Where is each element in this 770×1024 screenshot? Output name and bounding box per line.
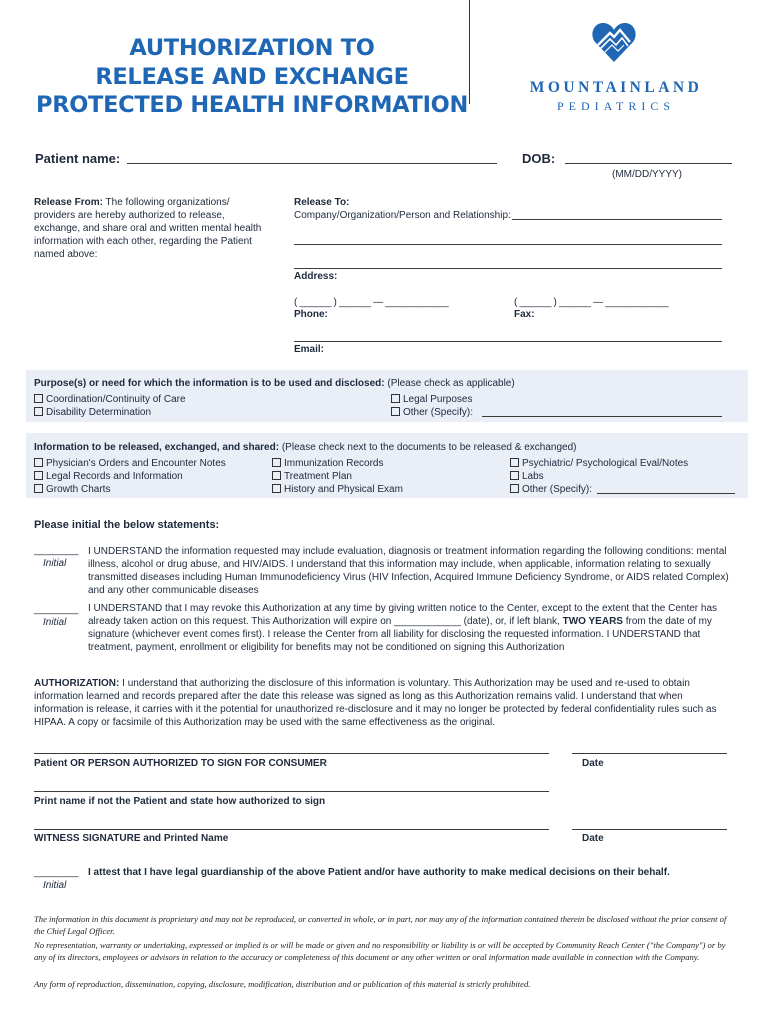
phone-label: Phone: [294,309,328,320]
dob-field[interactable] [565,163,732,164]
title-line-2: RELEASE AND EXCHANGE [95,63,409,90]
patient-date-label: Date [582,758,604,769]
purpose-other-field[interactable] [482,416,722,417]
checkbox-icon[interactable] [510,471,519,480]
phone-field[interactable]: ( ______ ) ______ — ____________ [294,297,449,308]
footer-prohibition: Any form of reproduction, dissemination, copying, disclosure, modification, distribution and or publication of this material is strictly prohibited. [34,979,531,989]
info-option-label: Growth Charts [46,484,111,495]
purpose-heading [34,377,515,390]
logo-name: MOUNTAINLAND [529,79,703,96]
heart-logo-icon [590,18,638,66]
checkbox-icon[interactable] [34,471,43,480]
witness-signature-field[interactable] [34,829,549,830]
guardian-statement: I attest that I have legal guardianship of the above Patient and/or have authority to make medical decisions on their behalf. [88,867,670,878]
checkbox-icon[interactable] [34,458,43,467]
email-label: Email: [294,344,325,355]
header-divider [469,0,470,104]
release-from-text: The following organizations/ providers are hereby authorized to release, exchange, and share oral and written mental health information with each other, regarding the Patient named above: [34,197,262,260]
info-heading [34,441,576,454]
purpose-option[interactable] [391,406,473,419]
info-heading-bold: Information to be released, exchanged, and shared: [34,442,280,453]
checkbox-icon[interactable] [391,394,400,403]
witness-date-field[interactable] [572,829,727,830]
footer-disclaimer: No representation, warranty or undertaking, expressed or implied is or will be made or given and no responsibility or liability is or will be accepted by Community Reach Center ("the Company") or by any of its directors, employees or advisors in relation to the accuracy or completeness of this document or any other written or oral information made available in connection with the Company. [34,940,726,962]
info-option[interactable] [272,457,383,470]
checkbox-icon[interactable] [272,484,281,493]
dob-format: (MM/DD/YYYY) [612,169,682,180]
title-line-1: AUTHORIZATION TO [129,35,375,61]
info-option[interactable] [272,470,352,483]
guardian-initial-blank[interactable]: ________ [34,867,79,878]
logo-subtitle: PEDIATRICS [556,99,675,113]
info-option-label: Treatment Plan [284,471,352,482]
company-field[interactable] [512,219,722,220]
info-option[interactable] [34,457,226,470]
info-option-label: Physician's Orders and Encounter Notes [46,458,226,469]
footer-proprietary: The information in this document is proprietary and may not be reproduced, or converted in whole, or in part, nor may any of the information contained therein be disclosed without the prior consent of the Chief Legal Officer. [34,914,727,936]
authorization-paragraph [34,677,734,729]
info-heading-note: (Please check next to the documents to be released & exchanged) [281,442,577,453]
email-field[interactable] [294,341,722,342]
checkbox-icon[interactable] [272,458,281,467]
dob-label: DOB: [522,151,556,166]
info-option[interactable] [272,483,403,496]
purpose-option[interactable] [34,393,186,406]
checkbox-icon[interactable] [272,471,281,480]
statement-2-part-a: I UNDERSTAND that I may revoke this Authorization at any time by giving written notice to the Center, except to the extent that the Center has already taken action on this request. This Authorization will expire on [88,603,718,627]
title-line-3: PROTECTED HEALTH INFORMATION [36,92,468,118]
info-option-label: Other (Specify): [522,484,593,495]
initial-label-2: Initial [43,617,67,628]
authorization-label: AUTHORIZATION: [34,678,120,689]
info-other-field[interactable] [597,493,735,494]
authorization-text: I understand that authorizing the disclosure of this information is voluntary. This Authorization may be used and re-used to obtain information learned and records prepared after the date this release was signed as long as this Authorization remains valid. I understand that when information is release, it carries with it the potential for unauthorized re-disclosure and it may no longer be protected by federal confidentiality rules such as HIPAA. A copy or facsimile of this Authorization may be used with the same effectiveness as the original. [34,678,717,728]
info-option[interactable] [34,470,183,483]
purpose-option-label: Coordination/Continuity of Care [46,394,186,405]
checkbox-icon[interactable] [391,407,400,416]
info-option-label: History and Physical Exam [284,484,403,495]
info-option[interactable] [510,457,688,470]
initial-blank-1[interactable]: ________ [34,545,79,556]
patient-name-field[interactable] [127,163,497,164]
release-from-block [34,196,266,261]
initial-label-1: Initial [43,558,67,569]
purpose-heading-note: (Please check as applicable) [387,378,515,389]
initial-blank-2[interactable]: ________ [34,604,79,615]
statement-2-part-b: (date), or, if left blank, [463,616,560,627]
fax-field[interactable]: ( ______ ) ______ — ____________ [514,297,669,308]
info-option[interactable] [34,483,110,496]
patient-signature-field[interactable] [34,753,549,754]
print-name-field[interactable] [34,791,549,792]
info-option[interactable] [510,470,544,483]
purpose-option[interactable] [391,393,473,406]
expiration-date-field[interactable]: ____________ [394,616,461,627]
purpose-option[interactable] [34,406,151,419]
purpose-option-label: Disability Determination [46,407,152,418]
statement-2-part-c: from the date of my signature (whichever event comes first). I release the Center from all liability for disclosing the requested information. I UNDERSTAND that treatment, payment, enrollment or eligibility for benefits may not be conditioned on signing this Authorization [88,616,712,653]
purpose-option-label: Legal Purposes [403,394,473,405]
statement-2 [88,602,738,654]
fax-label: Fax: [514,309,535,320]
checkbox-icon[interactable] [34,484,43,493]
initials-heading: Please initial the below statements: [34,519,220,531]
checkbox-icon[interactable] [34,394,43,403]
release-from-label: Release From: [34,197,103,208]
info-option-label: Legal Records and Information [46,471,183,482]
checkbox-icon[interactable] [510,458,519,467]
address-field[interactable] [294,268,722,269]
checkbox-icon[interactable] [510,484,519,493]
witness-signature-label: WITNESS SIGNATURE and Printed Name [34,833,229,844]
info-option-label: Immunization Records [284,458,384,469]
company-label: Company/Organization/Person and Relationship: [294,210,511,221]
print-name-label: Print name if not the Patient and state how authorized to sign [34,796,326,807]
purpose-heading-bold: Purpose(s) or need for which the information is to be used and disclosed: [34,378,385,389]
purpose-option-label: Other (Specify): [403,407,474,418]
form-title [0,34,504,120]
patient-date-field[interactable] [572,753,727,754]
release-to-label: Release To: [294,197,350,208]
patient-signature-label: Patient OR PERSON AUTHORIZED TO SIGN FOR CONSUMER [34,758,327,769]
company-field-line-2[interactable] [294,244,722,245]
checkbox-icon[interactable] [34,407,43,416]
info-option[interactable] [510,483,592,496]
address-label: Address: [294,271,338,282]
info-option-label: Labs [522,471,544,482]
guardian-initial-label: Initial [43,880,67,891]
statement-1: I UNDERSTAND the information requested may include evaluation, diagnosis or treatment information regarding the following conditions: mental illness, alcohol or drug abuse, and HIV/AIDS. I understand that this information may include, when applicable, information relating to sexually transmitted diseases including Human Immunodeficiency Virus (HIV Infection, Acquired Immune Deficiency Syndrome, or AIDS related Complex) and any other communicable diseases [88,546,729,596]
info-option-label: Psychiatric/ Psychological Eval/Notes [522,458,689,469]
two-years-text: TWO YEARS [562,616,623,627]
witness-date-label: Date [582,833,604,844]
patient-name-label: Patient name: [35,151,121,166]
